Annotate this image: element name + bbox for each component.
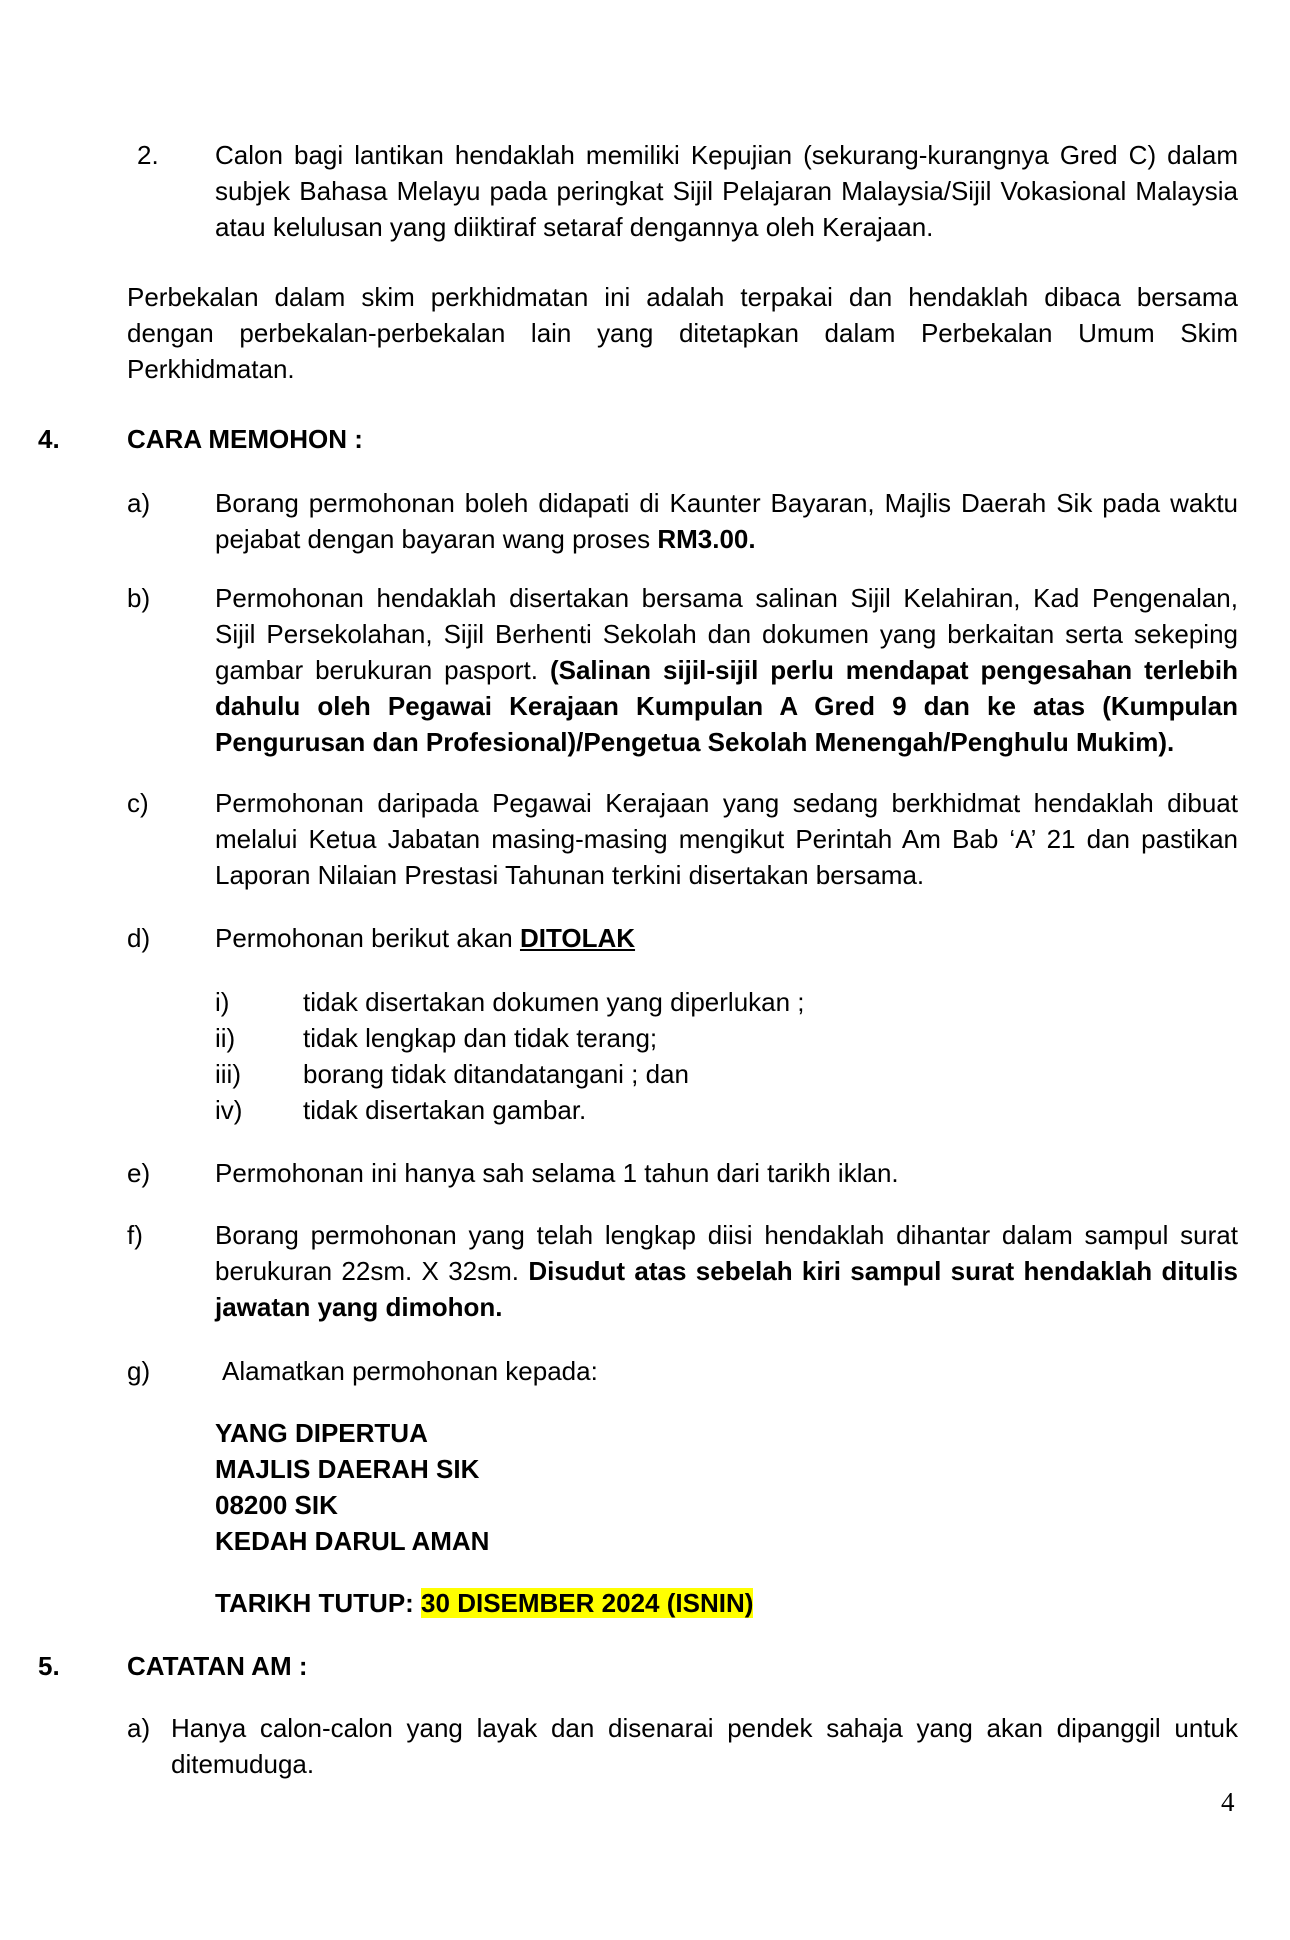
item-a-text xyxy=(215,485,1238,557)
sub-item-label: iii) xyxy=(215,1059,241,1089)
item-e-label: e) xyxy=(127,1158,151,1188)
address-line: 08200 SIK xyxy=(215,1490,338,1520)
section-4-title: CARA MEMOHON : xyxy=(127,424,363,454)
item-b-text xyxy=(215,580,1238,760)
sub-item-text: tidak disertakan gambar. xyxy=(303,1095,587,1125)
section-5-a-text: Hanya calon-calon yang layak dan disenarai pendek sahaja yang akan dipanggil untuk ditemuduga. xyxy=(171,1713,1238,1779)
item-f-text xyxy=(215,1217,1238,1325)
section-5-title: CATATAN AM : xyxy=(127,1651,308,1681)
item-b-label: b) xyxy=(127,583,151,613)
provision-paragraph: Perbekalan dalam skim perkhidmatan ini adalah terpakai dan hendaklah dibaca bersama dengan perbekalan-perbekalan lain yang ditetapkan dalam Perbekalan Umum Skim Perkhidmatan. xyxy=(127,282,1238,384)
address-line: MAJLIS DAERAH SIK xyxy=(215,1454,480,1484)
item-g-label: g) xyxy=(127,1356,151,1386)
section-4-number: 4. xyxy=(38,424,60,454)
section-5-a-label: a) xyxy=(127,1713,151,1743)
item-2-text: Calon bagi lantikan hendaklah memiliki Kepujian (sekurang-kurangnya Gred C) dalam subjek Bahasa Melayu pada peringkat Sijil Pelajaran Malaysia/Sijil Vokasional Malaysia atau kelulusan yang diiktiraf setaraf dengannya oleh Kerajaan. xyxy=(215,140,1238,242)
item-d-body: Permohonan berikut akan xyxy=(215,923,520,953)
section-5-number: 5. xyxy=(38,1651,60,1681)
page-number: 4 xyxy=(1221,1787,1235,1817)
item-number: 2. xyxy=(137,140,159,170)
closing-date-label: TARIKH TUTUP: xyxy=(215,1588,422,1618)
rejected-emphasis: DITOLAK xyxy=(519,923,636,953)
item-a-body: Borang permohonan boleh didapati di Kaunter Bayaran, Majlis Daerah Sik pada waktu pejabat dengan bayaran wang proses xyxy=(215,488,1238,554)
closing-date-value: 30 DISEMBER 2024 (ISNIN) xyxy=(421,1588,754,1618)
sub-item-text: tidak disertakan dokumen yang diperlukan ; xyxy=(303,987,805,1017)
sub-item-label: i) xyxy=(215,987,230,1017)
item-b-note: (Salinan sijil-sijil perlu mendapat pengesahan terlebih dahulu oleh Pegawai Kerajaan Kumpulan A Gred 9 dan ke atas (Kumpulan Pengurusan dan Profesional)/Pengetua Sekolah Menengah/Penghulu Mukim). xyxy=(215,655,1238,757)
sub-item-text: tidak lengkap dan tidak terang; xyxy=(303,1023,658,1053)
item-a-label: a) xyxy=(127,488,151,518)
address-line: YANG DIPERTUA xyxy=(215,1418,428,1448)
item-f-note: Disudut atas sebelah kiri sampul surat hendaklah ditulis jawatan yang dimohon. xyxy=(215,1256,1239,1322)
item-d-label: d) xyxy=(127,923,151,953)
fee-amount: RM3.00. xyxy=(657,524,756,554)
sub-item-label: ii) xyxy=(215,1023,236,1053)
item-c-label: c) xyxy=(127,788,149,818)
item-d-text xyxy=(215,920,1238,956)
item-g-text: Alamatkan permohonan kepada: xyxy=(222,1356,598,1386)
address-line: KEDAH DARUL AMAN xyxy=(215,1526,490,1556)
item-c-text: Permohonan daripada Pegawai Kerajaan yang sedang berkhidmat hendaklah dibuat melalui Ketua Jabatan masing-masing mengikut Perintah Am Bab ‘A’ 21 dan pastikan Laporan Nilaian Prestasi Tahunan terkini disertakan bersama. xyxy=(215,788,1238,890)
item-b-body: Permohonan hendaklah disertakan bersama salinan Sijil Kelahiran, Kad Pengenalan, Sijil Persekolahan, Sijil Berhenti Sekolah dan dokumen yang berkaitan serta sekeping gambar berukuran pasport. xyxy=(215,583,1238,685)
item-f-label: f) xyxy=(127,1220,143,1250)
item-e-text: Permohonan ini hanya sah selama 1 tahun dari tarikh iklan. xyxy=(215,1158,899,1188)
closing-date-line xyxy=(215,1585,753,1621)
sub-item-label: iv) xyxy=(215,1095,243,1125)
sub-item-text: borang tidak ditandatangani ; dan xyxy=(303,1059,689,1089)
item-f-body: Borang permohonan yang telah lengkap diisi hendaklah dihantar dalam sampul surat berukuran 22sm. X 32sm. xyxy=(215,1220,1238,1286)
